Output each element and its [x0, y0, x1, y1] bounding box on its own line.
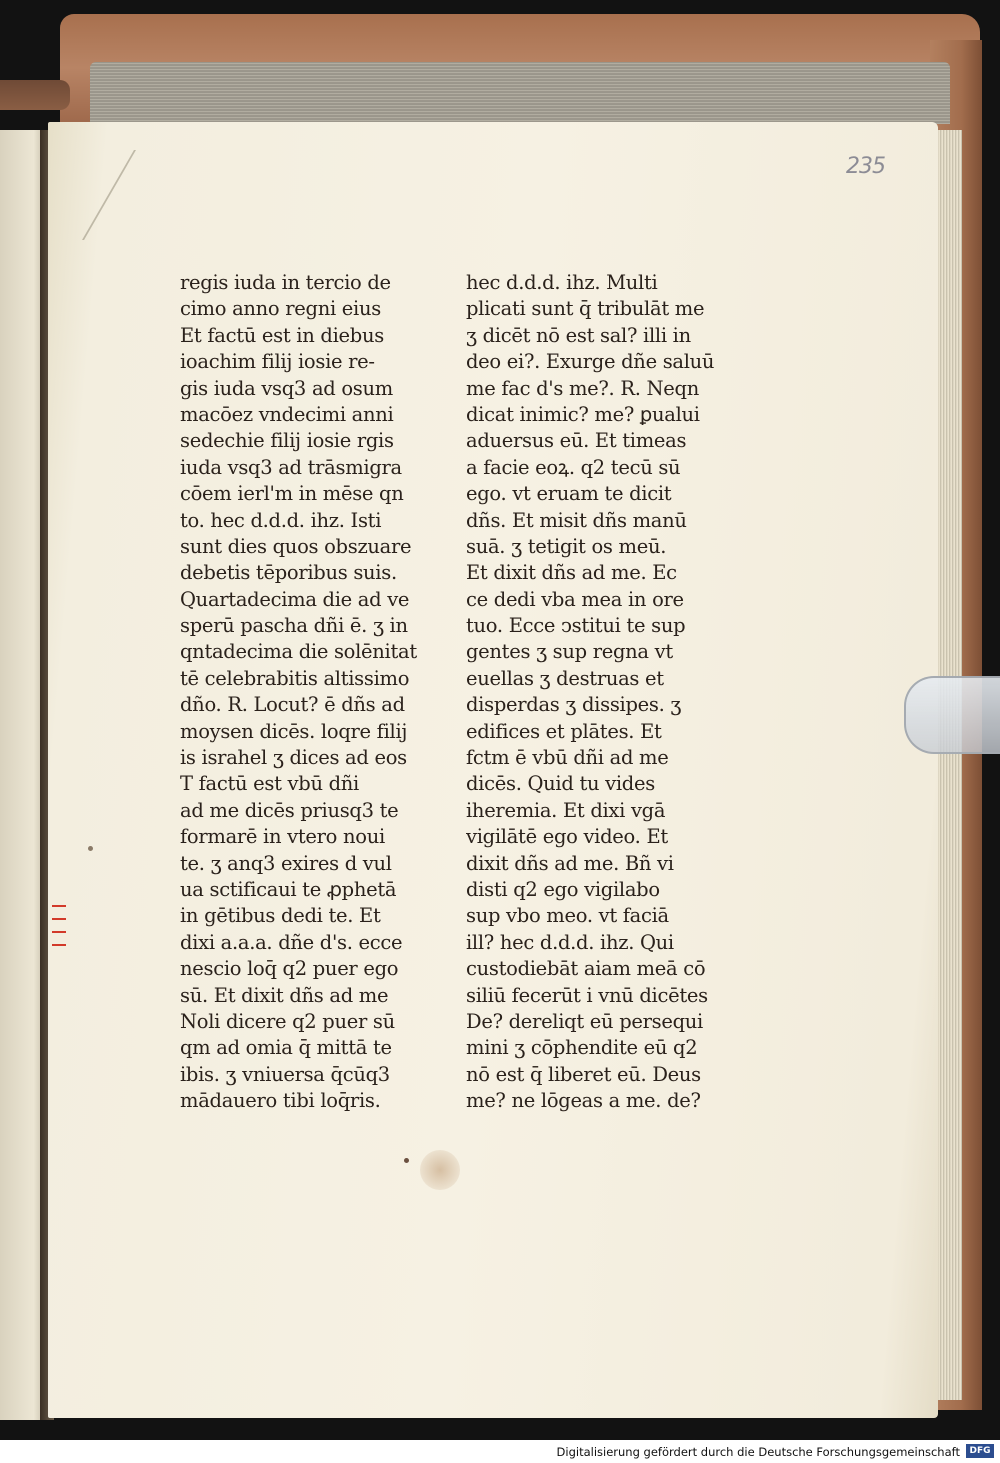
- text-line: macōez vndecimi anni: [180, 402, 394, 426]
- text-line: T factū est vbū dñi: [180, 772, 359, 796]
- paper-stain: [420, 1150, 460, 1190]
- text-line: a facie eoꝝ. q2 tecū sū: [466, 455, 681, 479]
- text-line: dño. R. Locut? ē dñs ad: [180, 693, 405, 717]
- text-line: me? ne lōgeas a me. de?: [466, 1089, 701, 1113]
- footer-bar: [0, 1440, 1000, 1463]
- text-column-right: [466, 270, 726, 1115]
- text-line: me fac d's me?. R. Neqn: [466, 376, 699, 400]
- text-line: suā. ʒ tetigit os meū.: [466, 534, 667, 558]
- text-line: disperdas ʒ dissipes. ʒ: [466, 693, 682, 717]
- text-line: iuda vsq3 ad trāsmigra: [180, 455, 402, 479]
- book-spine: [0, 80, 70, 110]
- text-line: ibis. ʒ vniuersa q̄cūq3: [180, 1062, 390, 1086]
- text-line: disti q2 ego vigilabo: [466, 877, 660, 901]
- text-line: dixit dñs ad me. Bñ vi: [466, 851, 674, 875]
- text-line: dixi a.a.a. dñe d's. ecce: [180, 930, 403, 954]
- text-line: gentes ʒ sup regna vt: [466, 640, 673, 664]
- text-line: mādauero tibi loq̄ris.: [180, 1089, 381, 1113]
- text-line: deo ei?. Exurge dñe saluū: [466, 350, 715, 374]
- text-line: moysen dicēs. loqre filij: [180, 719, 408, 743]
- red-mark: [52, 905, 66, 907]
- text-line: regis iuda in tercio de: [180, 271, 391, 294]
- text-line: cimo anno regni eius: [180, 297, 381, 321]
- text-line: plicati sunt q̄ tribulāt me: [466, 297, 705, 321]
- text-line: nō est q̄ liberet eū. Deus: [466, 1062, 701, 1086]
- text-line: sup vbo meo. vt faciā: [466, 904, 669, 928]
- text-line: formarē in vtero noui: [180, 825, 385, 849]
- text-line: cōem ierl'm in mēse qn: [180, 482, 404, 506]
- text-line: dicēs. Quid tu vides: [466, 772, 655, 796]
- text-line: fctm ē vbū dñi ad me: [466, 746, 669, 770]
- text-line: ioachim filij iosie re-: [180, 350, 375, 374]
- text-line: euellas ʒ destruas et: [466, 666, 664, 690]
- text-line: ego. vt eruam te dicit: [466, 482, 672, 506]
- red-mark: [52, 918, 66, 920]
- text-column-left: [180, 270, 440, 1115]
- text-line: sunt dies quos obszuare: [180, 534, 412, 558]
- text-line: hec d.d.d. ihz. Multi: [466, 271, 658, 294]
- text-line: edifices et plātes. Et: [466, 719, 662, 743]
- text-line: ill? hec d.d.d. ihz. Qui: [466, 930, 674, 954]
- footer-credit: Digitalisierung gefördert durch die Deutsche Forschungsgemeinschaft: [556, 1445, 960, 1459]
- text-line: qm ad omia q̄ mittā te: [180, 1036, 392, 1060]
- text-line: ʒ dicēt nō est sal? illi in: [466, 323, 691, 347]
- text-line: Noli dicere q2 puer sū: [180, 1009, 395, 1033]
- text-line: gis iuda vsq3 ad osum: [180, 376, 393, 400]
- text-line: Et dixit dñs ad me. Ec: [466, 561, 677, 585]
- ink-dot: [88, 846, 93, 851]
- text-line: vigilātē ego video. Et: [466, 825, 668, 849]
- text-line: De? dereliqt eū persequi: [466, 1009, 703, 1033]
- text-line: dñs. Et misit dñs manū: [466, 508, 687, 532]
- text-line: ce dedi vba mea in ore: [466, 587, 684, 611]
- text-line: siliū fecerūt i vnū dicētes: [466, 983, 708, 1007]
- text-line: Et factū est in diebus: [180, 323, 384, 347]
- text-line: sperū pascha dñi ē. ʒ in: [180, 614, 408, 638]
- text-line: mini ʒ cōphendite eū q2: [466, 1036, 698, 1060]
- red-margin-marks: [52, 905, 68, 973]
- text-line: te. ʒ anq3 exires d vul: [180, 851, 392, 875]
- text-line: in gētibus dedi te. Et: [180, 904, 381, 928]
- text-line: nescio loq̄ q2 puer ego: [180, 957, 399, 981]
- text-line: aduersus eū. Et timeas: [466, 429, 687, 453]
- dfg-logo: DFG: [966, 1444, 994, 1458]
- text-line: ad me dicēs priusq3 te: [180, 798, 399, 822]
- folio-number: 235: [846, 154, 885, 179]
- red-mark: [52, 931, 66, 933]
- text-line: to. hec d.d.d. ihz. Isti: [180, 508, 382, 532]
- text-line: debetis tēporibus suis.: [180, 561, 397, 585]
- text-line: Quartadecima die ad ve: [180, 587, 410, 611]
- text-line: iheremia. Et dixi vgā: [466, 798, 666, 822]
- text-line: custodiebāt aiam meā cō: [466, 957, 706, 981]
- ink-dot: [404, 1158, 409, 1163]
- text-line: sū. Et dixit dñs ad me: [180, 983, 389, 1007]
- text-line: is israhel ʒ dices ad eos: [180, 746, 407, 770]
- page-clip: [904, 676, 1000, 754]
- red-mark: [52, 944, 66, 946]
- text-line: dicat inimic? me? ꝑualui: [466, 402, 700, 426]
- text-line: tuo. Ecce ↄstitui te sup: [466, 614, 686, 638]
- text-line: tē celebrabitis altissimo: [180, 666, 410, 690]
- text-line: qntadecima die solēnitat: [180, 640, 417, 664]
- page-edges-top: [90, 62, 950, 124]
- text-line: sedechie filij iosie rgis: [180, 429, 394, 453]
- text-line: ua sctificaui te ꝓphetā: [180, 877, 397, 901]
